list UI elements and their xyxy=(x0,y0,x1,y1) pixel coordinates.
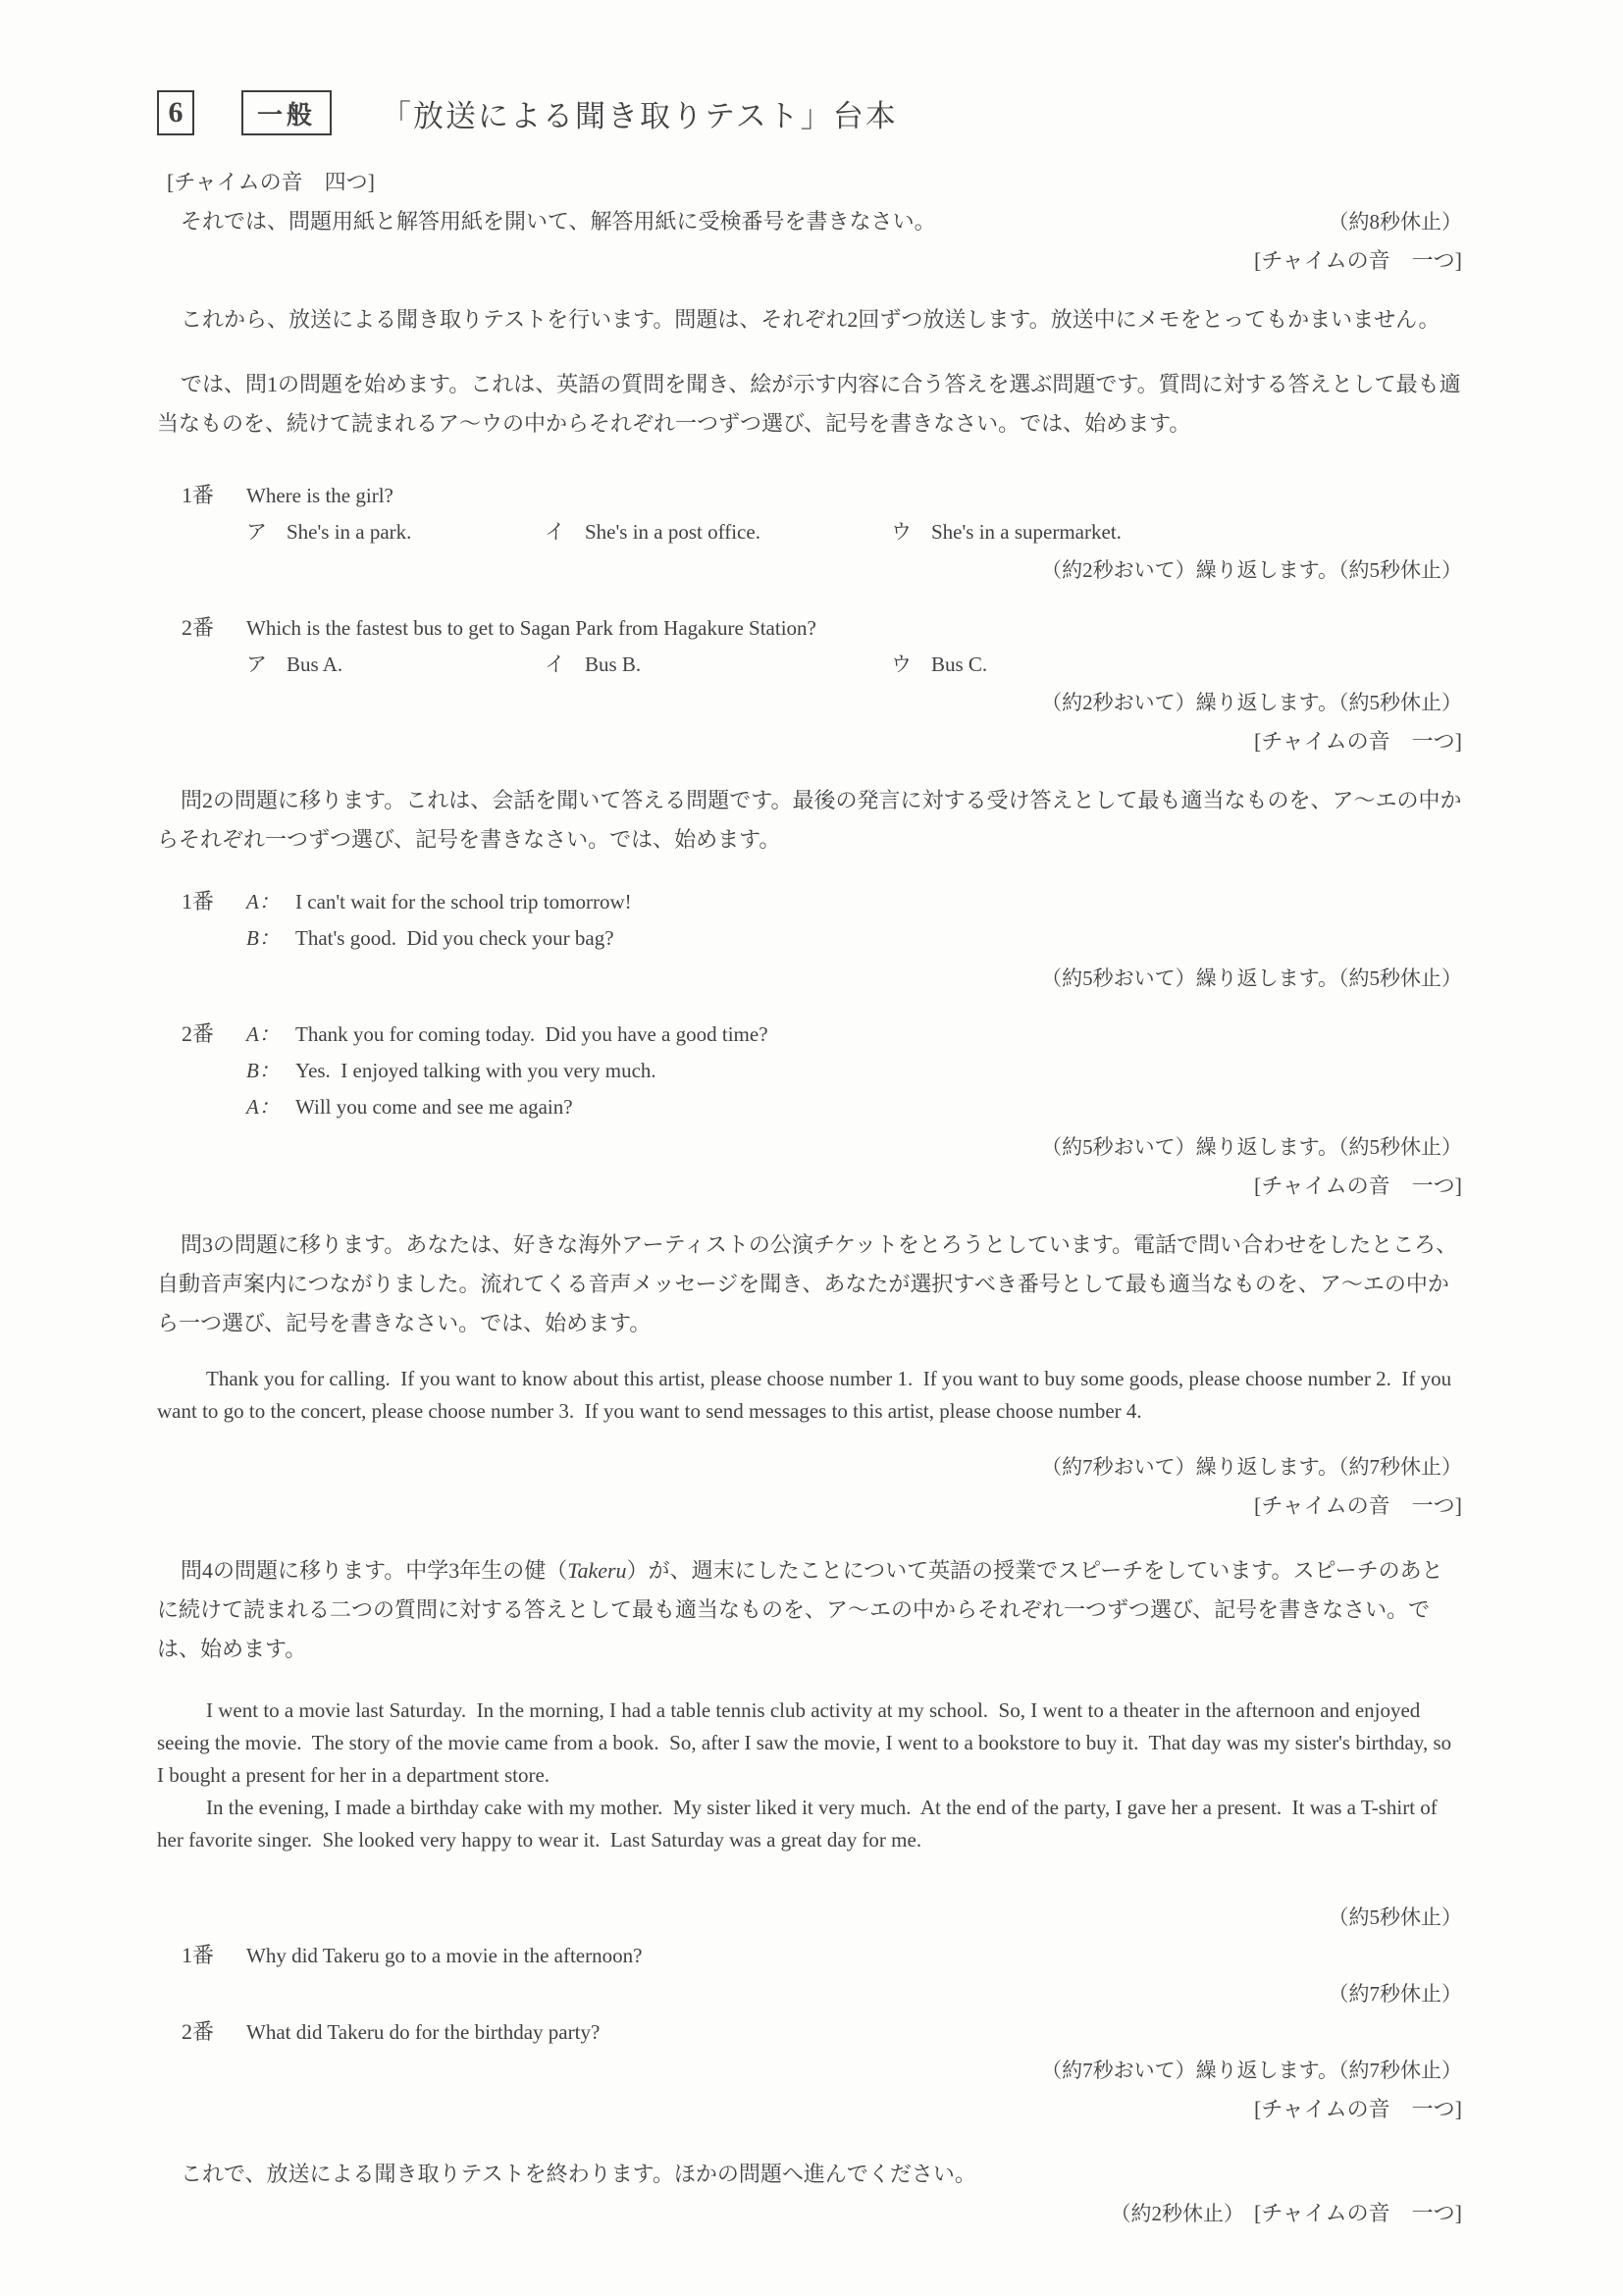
q2-dialog2-line3 xyxy=(246,1091,1462,1123)
category-box xyxy=(241,90,332,135)
q1-intro: では、問1の問題を始めます。これは、英語の質問を聞き、絵が示す内容に合う答えを選ぶ問題です。質問に対する答えとして最も適当なものを、続けて読まれるア～ウの中からそれぞれ一つずつ選び、記号を書きなさい。では、始めます。 xyxy=(157,372,1461,436)
option-label: イ xyxy=(545,520,565,544)
dialog-text: Will you come and see me again? xyxy=(295,1095,573,1119)
pause-cue: （約5秒おいて）繰り返します。（約5秒休止） xyxy=(1041,1135,1462,1159)
q1-item2-options xyxy=(246,647,1462,683)
option-label: イ xyxy=(545,652,565,676)
pause-cue: （約2秒おいて）繰り返します。（約5秒休止） xyxy=(1041,558,1462,582)
q2-intro: 問2の問題に移ります。これは、会話を聞いて答える問題です。最後の発言に対する受け答えとして最も適当なものを、ア～エの中からそれぞれ一つずつ選び、記号を書きなさい。では、始めます。 xyxy=(157,788,1462,852)
chime-cue-one: [チャイムの音 一つ] xyxy=(1254,1493,1462,1518)
speaker-label: A： xyxy=(246,890,280,913)
option-text: She's in a supermarket. xyxy=(931,520,1122,544)
test-overview: これから、放送による聞き取りテストを行います。問題は、それぞれ2回ずつ放送します。放送中にメモをとってもかまいません。 xyxy=(181,307,1440,332)
q3-intro: 問3の問題に移ります。あなたは、好きな海外アーティストの公演チケットをとろうとしています。電話で問い合わせをしたところ、自動音声案内につながりました。流れてくる音声メッセージを聞き、あなたが選択すべき番号として最も適当なものを、ア～エの中から一つ選び、記号を書きなさい。では、始めます。 xyxy=(157,1232,1458,1335)
q2-dialog2-line1 xyxy=(182,1018,1462,1051)
dialog-text: Thank you for coming today. Did you have a good time? xyxy=(295,1022,768,1046)
q4-question1-row xyxy=(182,1937,1462,1974)
chime-cue-four: [チャイムの音 四つ] xyxy=(167,170,375,194)
option-text: She's in a park. xyxy=(287,520,412,544)
pause-cue: （約2秒おいて）繰り返します。（約5秒休止） xyxy=(1041,691,1462,714)
q1-item2-row xyxy=(182,609,1462,647)
q2-dialog1-line1 xyxy=(182,885,1462,918)
q4-speech-paragraph-2: In the evening, I made a birthday cake with my mother. My sister liked it very much. At the end of the party, I gave her a present. It was a T-shirt of her favorite singer. She looked very happy to wear it. Last Saturday was a great day for me. xyxy=(157,1796,1443,1852)
item-question: Where is the girl? xyxy=(246,484,393,507)
dialog-text: Yes. I enjoyed talking with you very much. xyxy=(295,1059,656,1082)
pause-cue: （約7秒おいて）繰り返します。（約7秒休止） xyxy=(1041,1455,1462,1479)
option-label: ア xyxy=(246,520,267,544)
q4-intro-after: ）が、週末にしたことについて英語の授業でスピーチをしています。スピーチのあとに続けて読まれる二つの質問に対する答えとして最も適当なものを、ア～エの中からそれぞれ一つずつ選び、記号を書きなさい。では、始めます。 xyxy=(157,1558,1443,1661)
chime-cue-one: [チャイムの音 一つ] xyxy=(1254,1174,1462,1198)
q4-intro xyxy=(157,1551,1462,1669)
item-number: 2番 xyxy=(182,1021,215,1046)
speaker-label: A： xyxy=(246,1095,280,1119)
item-question: Which is the fastest bus to get to Sagan Park from Hagakure Station? xyxy=(246,616,816,640)
q3-phone-message: Thank you for calling. If you want to know about this artist, please choose number 1. If you want to buy some goods, please choose number 2. If you want to go to the concert, please choose number 3. If you want to send messages to this artist, please choose number 4. xyxy=(157,1367,1457,1423)
pause-cue: （約5秒おいて）繰り返します。（約5秒休止） xyxy=(1041,966,1462,990)
chime-cue-one: [チャイムの音 一つ] xyxy=(1254,2201,1462,2225)
item-number: 1番 xyxy=(182,889,215,913)
q1-item1-options xyxy=(246,514,1462,550)
item-number: 2番 xyxy=(182,2019,215,2044)
q4-speech-paragraph-1: I went to a movie last Saturday. In the morning, I had a table tennis club activity at my school. So, I went to a theater in the afternoon and enjoyed seeing the movie. The story of the movie came from a book. So, after I saw the movie, I went to a bookstore to buy it. That day was my sister's birthday, so I bought a present for her in a department store. xyxy=(157,1698,1457,1787)
opening-instruction: それでは、問題用紙と解答用紙を開いて、解答用紙に受検番号を書きなさい。 xyxy=(181,209,936,234)
option-text: Bus A. xyxy=(287,652,343,676)
option-text: Bus B. xyxy=(585,652,642,676)
option-text: She's in a post office. xyxy=(585,520,760,544)
closing-pause-chime-row xyxy=(157,2194,1462,2233)
category-label: 一般 xyxy=(256,100,316,130)
item-number: 1番 xyxy=(182,1943,215,1967)
item-number: 1番 xyxy=(182,483,215,507)
dialog-text: That's good. Did you check your bag? xyxy=(295,926,614,950)
q1-item1-row xyxy=(182,477,1462,514)
q4-intro-name: Takeru xyxy=(567,1558,627,1583)
q2-dialog1-line2 xyxy=(246,922,1462,955)
speaker-label: B： xyxy=(246,926,280,950)
option-label: ウ xyxy=(891,520,912,544)
chime-cue-one: [チャイムの音 一つ] xyxy=(1254,248,1462,273)
q2-dialog2-line2 xyxy=(246,1055,1462,1087)
speaker-label: A： xyxy=(246,1022,280,1046)
item-question: What did Takeru do for the birthday party? xyxy=(246,2020,601,2044)
speaker-label: B： xyxy=(246,1059,280,1082)
question-number: 6 xyxy=(168,96,183,129)
pause-cue: （約5秒休止） xyxy=(1328,1905,1462,1929)
item-question: Why did Takeru go to a movie in the afternoon? xyxy=(246,1944,643,1967)
pause-8s: （約8秒休止） xyxy=(1328,210,1462,234)
q4-question2-row xyxy=(182,2013,1462,2051)
dialog-text: I can't wait for the school trip tomorrow! xyxy=(295,890,632,913)
page-header xyxy=(157,88,1462,137)
page-title: 「放送による聞き取りテスト」台本 xyxy=(381,98,898,133)
chime-cue-one: [チャイムの音 一つ] xyxy=(1254,2097,1462,2121)
pause-cue: （約7秒おいて）繰り返します。（約7秒休止） xyxy=(1041,2059,1462,2082)
q4-intro-before: 問4の問題に移ります。中学3年生の健（ xyxy=(181,1558,568,1583)
pause-cue: （約7秒休止） xyxy=(1328,1982,1462,2006)
pause-cue: （約2秒休止） xyxy=(1110,2202,1244,2225)
item-number: 2番 xyxy=(182,615,215,640)
chime-cue-one: [チャイムの音 一つ] xyxy=(1254,729,1462,754)
option-text: Bus C. xyxy=(931,652,988,676)
question-number-box xyxy=(157,90,194,135)
option-label: ウ xyxy=(891,652,912,676)
opening-instruction-row xyxy=(157,202,1462,241)
closing-text: これで、放送による聞き取りテストを終わります。ほかの問題へ進んでください。 xyxy=(181,2162,976,2186)
option-label: ア xyxy=(246,652,267,676)
